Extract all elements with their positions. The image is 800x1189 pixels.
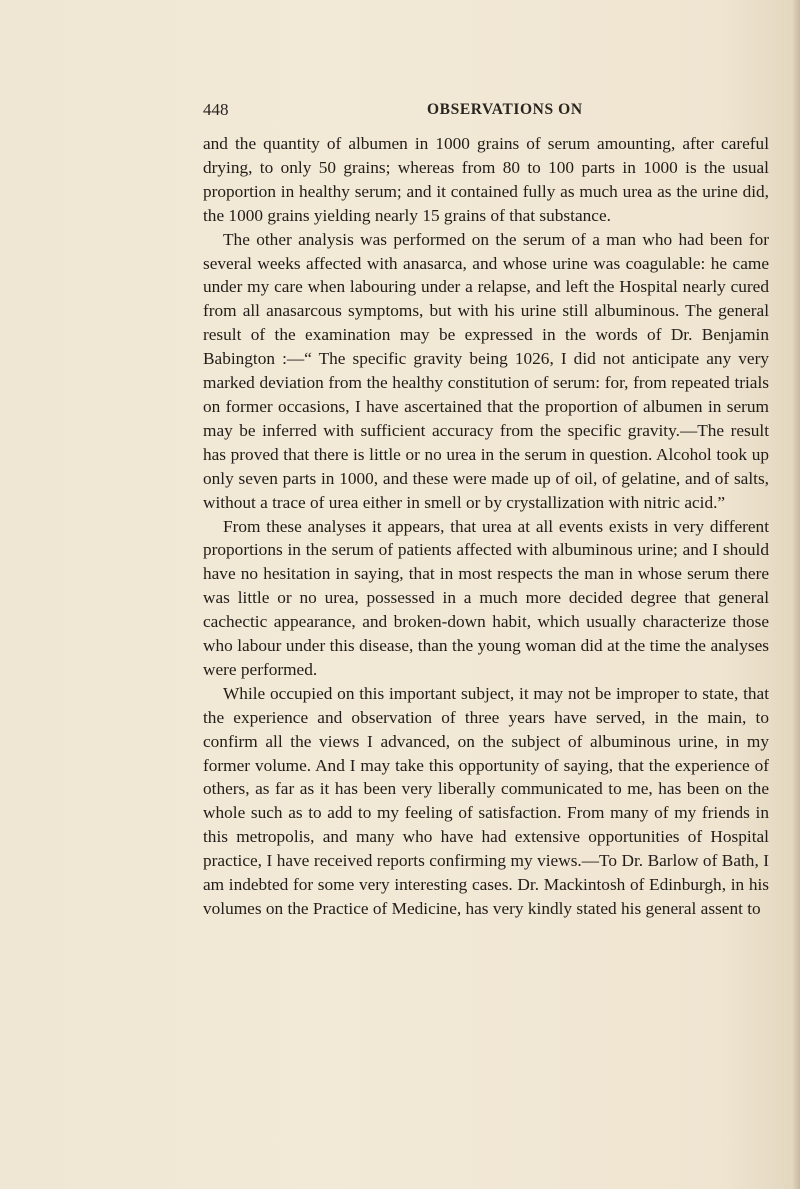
paragraph-experience: While occupied on this important subject, it may not be improper to state, that the experience and observation of three years have served, in the main, to confirm all the views I advanced, on the subject of albuminous urine, in my former volume. And I may take this opportunity of saying, that the experience of others, as far as it has been very liberally communicated to me, has been on the whole such as to add to my feeling of satisfaction. From many of my friends in this metropolis, and many who have had extensive opportunities of Hospital practice, I have received reports confirming my views.—To Dr. Barlow of Bath, I am indebted for some very interesting cases. Dr. Mackintosh of Edinburgh, in his volumes on the Practice of Medicine, has very kindly stated his general assent to <box>203 683 769 918</box>
paragraph-other-analysis: The other analysis was performed on the serum of a man who had been for several weeks affected with anasarca, and whose urine was coagulable: he came under my care when labouring under a relapse, and left the Hospital nearly cured from all anasarcous symptoms, but with his urine still albuminous. The general result of the examination may be expressed in the words of Dr. Benjamin Babington :—“ The specific gravity being 1026, I did not anticipate any very marked deviation from the healthy constitution of serum: for, from repeated trials on former occasions, I have ascertained that the proportion of albumen in serum may be inferred with sufficient accuracy from the specific gravity.—The result has proved that there is little or no urea in the serum in question. Alcohol took up only seven parts in 1000, and these were made up of oil, of gelatine, and of salts, without a trace of urea either in smell or by crystallization with nitric acid.” <box>203 229 769 512</box>
page-edge-shadow <box>792 0 800 1189</box>
running-head: OBSERVATIONS ON <box>427 101 583 118</box>
paragraph-analyses-conclusion: From these analyses it appears, that urea at all events exists in very different proportions in the serum of patients affected with albuminous urine; and I should have no hesitation in saying, that in most respects the man in whose serum there was little or no urea, possessed in a much more decided degree that general cachectic appearance, and broken-down habit, which usually characterize those who labour under this disease, than the young woman did at the time the analyses were performed. <box>203 516 769 679</box>
body-text <box>203 132 769 921</box>
page-header <box>203 100 769 124</box>
paragraph-continuation: and the quantity of albumen in 1000 grains of serum amounting, after careful drying, to only 50 grains; whereas from 80 to 100 parts in 1000 is the usual proportion in healthy serum; and it contained fully as much urea as the urine did, the 1000 grains yielding nearly 15 grains of that substance. <box>203 134 769 225</box>
page-number: 448 <box>203 100 229 119</box>
